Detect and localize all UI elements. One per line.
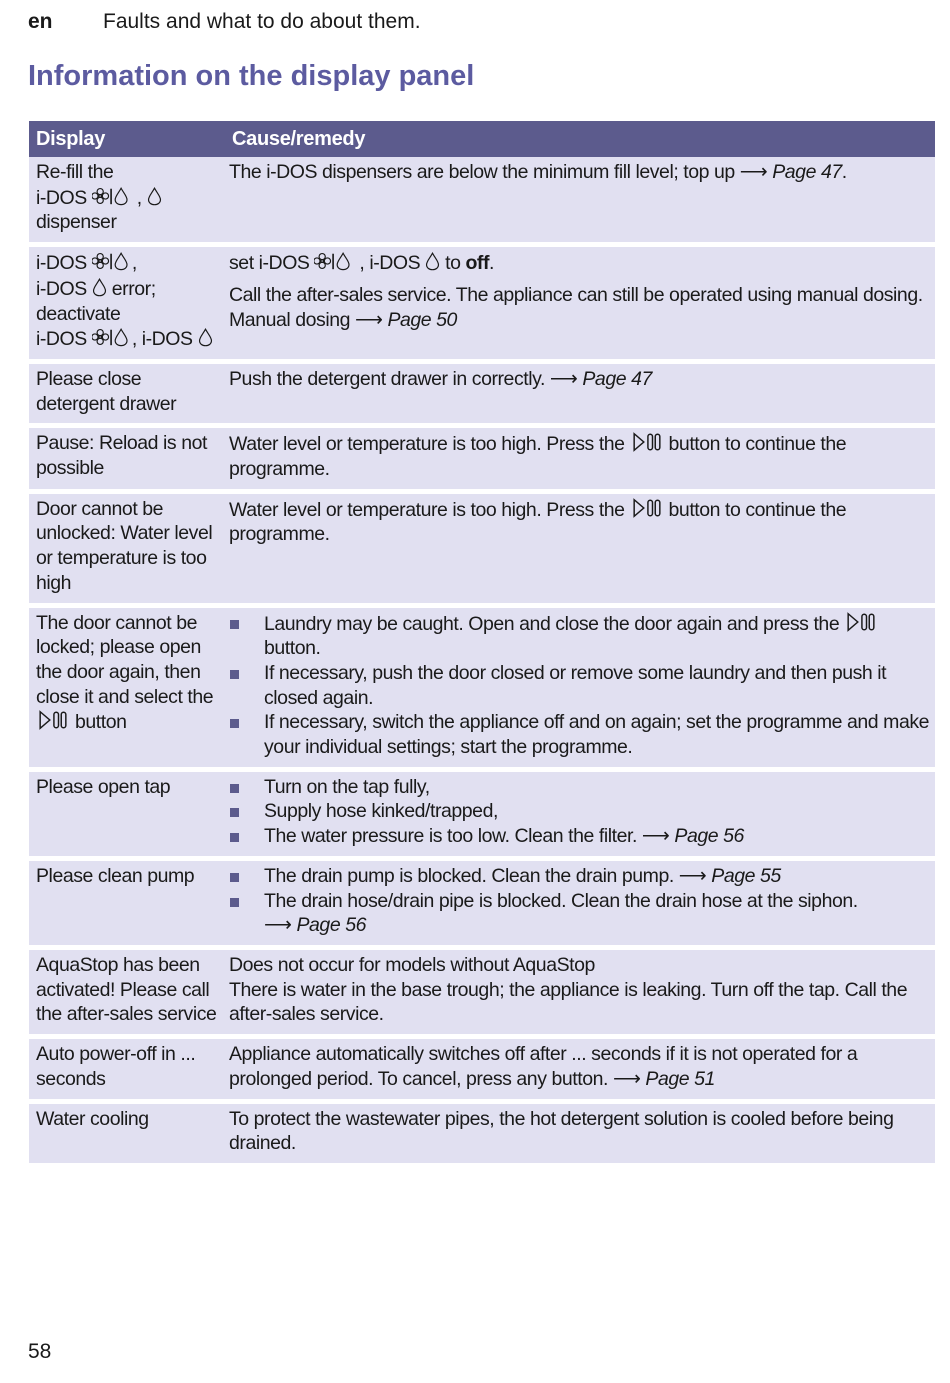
table-row-close-drawer [29, 364, 935, 428]
cause-cell: Appliance automatically switches off after ... seconds if it is not operated for a prolonged period. To cancel, press any button. ⟶ Page 51 [225, 1039, 935, 1103]
cause-cell: set i-DOS , i-DOS to off. Call the after-sales service. The appliance can still be operated using manual dosing. Manual dosing ⟶ Page 50 [225, 247, 935, 364]
page-reference: Page 56 [296, 914, 366, 937]
page-reference: Page 50 [387, 308, 457, 331]
start-pause-icon [630, 497, 664, 519]
table-row-auto-power-off [29, 1039, 935, 1103]
start-pause-icon [630, 431, 664, 453]
cause-cell: Water level or temperature is too high. Press the button to continue the programme. [225, 494, 935, 608]
drop-icon [425, 250, 440, 272]
bullet-list [229, 864, 931, 938]
list-item: If necessary, switch the appliance off and on again; set the programme and make your individual settings; start the programme. [229, 710, 931, 759]
page-reference: Page 51 [645, 1067, 715, 1090]
start-pause-icon [36, 709, 70, 731]
table-row-clean-pump [29, 861, 935, 950]
table-row-refill-dispenser [29, 157, 935, 247]
page-reference: Page 47 [582, 367, 652, 390]
table-row-open-tap [29, 772, 935, 861]
arrow-icon: ⟶ [549, 367, 578, 390]
cause-cell: Water level or temperature is too high. Press the button to continue the programme. [225, 428, 935, 493]
list-item: The drain pump is blocked. Clean the drain pump. ⟶ Page 55 [229, 864, 931, 889]
cause-cell: Push the detergent drawer in correctly. ⟶ Page 47 [225, 364, 935, 428]
table-row-door-unlock [29, 494, 935, 608]
list-item: Supply hose kinked/trapped, [229, 799, 931, 824]
cause-cell: To protect the wastewater pipes, the hot detergent solution is cooled before being drained. [225, 1104, 935, 1163]
page-reference: Page 55 [711, 864, 781, 887]
list-item: Turn on the tap fully, [229, 775, 931, 800]
drop-icon [147, 185, 162, 207]
display-cell: The door cannot be locked; please open the door again, then close it and select the button [29, 608, 225, 772]
column-header-cause: Cause/remedy [225, 121, 935, 157]
table-row-idos-error [29, 247, 935, 364]
cause-cell [225, 608, 935, 772]
page-number: 58 [28, 1340, 52, 1363]
display-cell: Pause: Reload is not possible [29, 428, 225, 493]
display-cell: Please clean pump [29, 861, 225, 950]
arrow-icon: ⟶ [739, 161, 768, 183]
drop-icon [92, 276, 107, 298]
display-cell: Auto power-off in ... seconds [29, 1039, 225, 1103]
display-cell: AquaStop has been activated! Please call the after-sales service [29, 950, 225, 1039]
flower-bar-drop-icon [92, 250, 132, 272]
cause-cell: Does not occur for models without AquaStop There is water in the base trough; the appliance is leaking. Turn off the tap. Call the after-sales service. [225, 950, 935, 1039]
section-title: Faults and what to do about them. [103, 10, 421, 33]
flower-bar-drop-icon [314, 250, 354, 272]
bullet-list [229, 775, 931, 849]
page-reference: Page 56 [674, 825, 744, 848]
bullet-list [229, 611, 931, 760]
list-item: Laundry may be caught. Open and close the door again and press the button. [229, 611, 931, 661]
display-cell: Please close detergent drawer [29, 364, 225, 428]
display-cell: Please open tap [29, 772, 225, 861]
page-reference: Page 47 [772, 161, 842, 183]
fault-table [29, 121, 935, 1163]
arrow-icon: ⟶ [678, 864, 707, 887]
table-row-door-lock [29, 608, 935, 772]
table-row-water-cooling [29, 1104, 935, 1163]
flower-bar-drop-icon [92, 326, 132, 348]
language-code: en [28, 10, 53, 33]
cause-cell: The i-DOS dispensers are below the minimum fill level; top up ⟶ Page 47. [225, 157, 935, 247]
start-pause-icon [844, 611, 878, 633]
display-cell: i-DOS , i-DOS error; deactivate i-DOS , i-DOS [29, 247, 225, 364]
arrow-icon: ⟶ [354, 308, 383, 331]
display-cell: Water cooling [29, 1104, 225, 1163]
page-title: Information on the display panel [28, 60, 475, 92]
display-cell: Re-fill the i-DOS , dispenser [29, 157, 225, 247]
display-cell: Door cannot be unlocked: Water level or temperature is too high [29, 494, 225, 608]
flower-bar-drop-icon [92, 185, 132, 207]
column-header-display: Display [29, 121, 225, 157]
cause-cell [225, 772, 935, 861]
table-header-row [29, 121, 935, 157]
table-row-pause-reload [29, 428, 935, 493]
cause-cell [225, 861, 935, 950]
list-item: The drain hose/drain pipe is blocked. Clean the drain hose at the siphon. ⟶ Page 56 [229, 889, 931, 938]
drop-icon [198, 326, 213, 348]
table-row-aquastop [29, 950, 935, 1039]
page-header [28, 8, 421, 36]
arrow-icon: ⟶ [264, 914, 292, 937]
arrow-icon: ⟶ [641, 825, 670, 848]
arrow-icon: ⟶ [612, 1067, 641, 1090]
list-item: If necessary, push the door closed or remove some laundry and then push it closed again. [229, 661, 931, 710]
list-item: The water pressure is too low. Clean the filter. ⟶ Page 56 [229, 824, 931, 849]
